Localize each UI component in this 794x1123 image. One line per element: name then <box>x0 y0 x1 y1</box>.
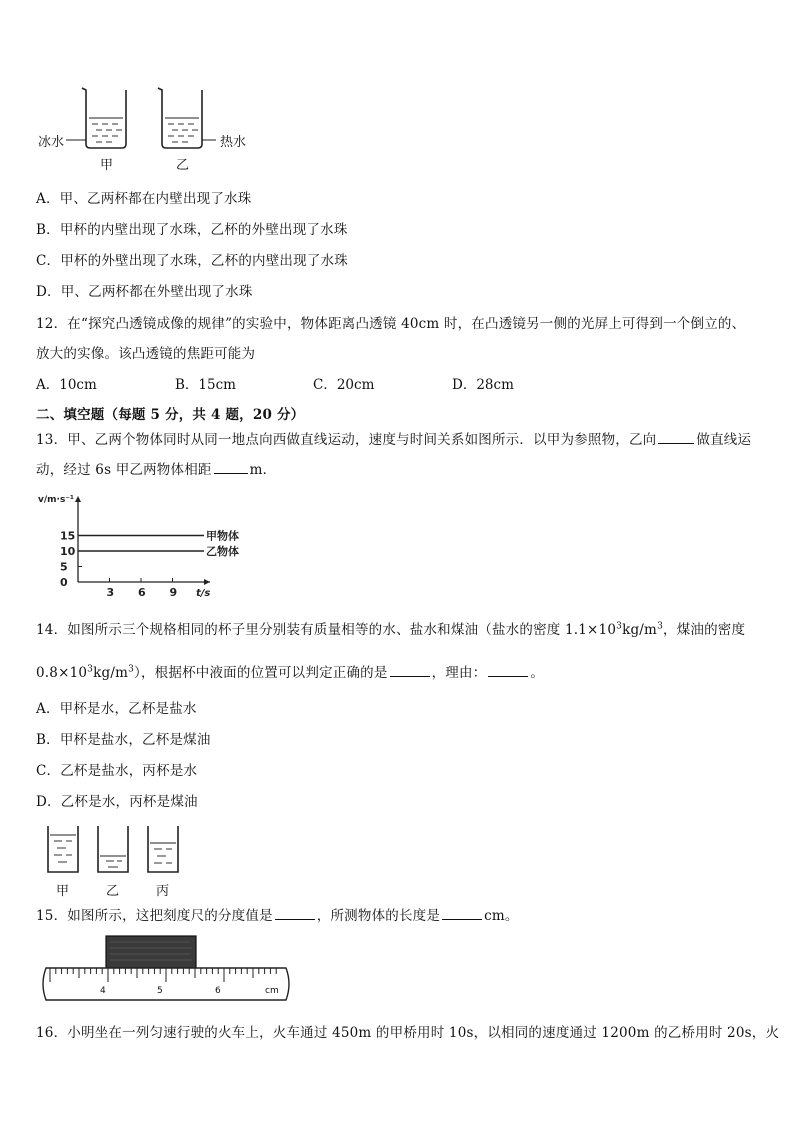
beaker-figure <box>36 82 256 172</box>
cup-jia-label: 甲 <box>100 158 114 173</box>
x-axis-label: t/s <box>196 588 211 599</box>
q14-text-e: kg/m <box>93 665 129 681</box>
ruler-figure <box>40 932 300 1004</box>
q14-option-c: C．乙杯是盐水，丙杯是水 <box>36 763 198 779</box>
x-tick-label: 9 <box>169 586 178 599</box>
series-label: 甲物体 <box>206 529 239 543</box>
q11-option-d: D．甲、乙两杯都在外壁出现了水珠 <box>36 284 253 300</box>
cups-drawing <box>44 822 184 880</box>
q15-text-c: cm。 <box>484 908 519 924</box>
ruler-label-5: 5 <box>157 986 163 996</box>
q14-text-h: 。 <box>530 665 545 681</box>
q15-text-b: ，所测物体的长度是 <box>316 908 441 924</box>
q13-text-c: 动，经过 6s 甲乙两物体相距 <box>36 462 212 478</box>
q14-option-a: A．甲杯是水，乙杯是盐水 <box>36 701 197 717</box>
cup-yi-label: 乙 <box>176 158 190 173</box>
beaker-drawing <box>36 82 256 172</box>
velocity-chart <box>36 490 239 600</box>
q14-option-d: D．乙杯是水，丙杯是煤油 <box>36 794 198 810</box>
q14-sup-b: 3 <box>657 621 663 632</box>
q11-option-c: C．甲杯的外壁出现了水珠，乙杯的内壁出现了水珠 <box>36 253 348 269</box>
hot-water-label: 热水 <box>220 135 247 150</box>
q14-blank-2[interactable] <box>488 664 528 677</box>
q15-blank-1[interactable] <box>275 907 315 920</box>
ruler-label-6: 6 <box>215 986 221 996</box>
q14-blank-1[interactable] <box>390 664 430 677</box>
series-label: 乙物体 <box>206 545 239 558</box>
y-tick-label: 10 <box>60 545 76 558</box>
cup-label-bing: 丙 <box>156 884 170 899</box>
q13-text-d: m． <box>249 462 277 478</box>
y-tick-label: 15 <box>60 529 76 543</box>
q11-option-a: A．甲、乙两杯都在内壁出现了水珠 <box>36 191 252 207</box>
section-title: 二、填空题（每题 5 分，共 4 题，20 分） <box>36 407 305 423</box>
q16-line1: 16．小明坐在一列匀速行驶的火车上，火车通过 450m 的甲桥用时 10s，以相同的速度通过 1200m 的乙桥用时 20s，火 <box>36 1025 780 1041</box>
q14-line1 <box>36 618 745 638</box>
q14-text-g: ，理由： <box>431 665 487 681</box>
x-axis-arrow <box>204 579 210 585</box>
x-tick-label: 3 <box>106 586 115 599</box>
q14-text-a: 14．如图所示三个规格相同的杯子里分别装有质量相等的水、盐水和煤油（盐水的密度 1.1×10 <box>36 622 617 638</box>
q14-option-b: B．甲杯是盐水，乙杯是煤油 <box>36 732 211 748</box>
cups-figure <box>44 822 184 898</box>
q14-text-d: 0.8×10 <box>36 665 88 681</box>
ruler-label-4: 4 <box>100 986 106 996</box>
ruler-drawing <box>40 932 300 1004</box>
q14-sup-c: 3 <box>87 664 94 675</box>
q14-text-b: kg/m <box>622 622 658 638</box>
x-tick-label: 6 <box>138 586 146 599</box>
q15-line <box>36 904 519 924</box>
q14-line2 <box>36 661 544 681</box>
q13-text-a: 13．甲、乙两个物体同时从同一地点向西做直线运动，速度与时间关系如图所示．以甲为参照物，乙向 <box>36 432 657 448</box>
q13-blank-1[interactable] <box>658 431 694 444</box>
q12-option-d: D．28cm <box>452 377 514 393</box>
q13-blank-2[interactable] <box>214 461 248 474</box>
q15-text-a: 15．如图所示，这把刻度尺的分度值是 <box>36 908 273 924</box>
y-tick-label: 5 <box>60 560 68 574</box>
q13-line2 <box>36 458 276 478</box>
q14-sup-d: 3 <box>128 664 135 675</box>
cup-label-yi: 乙 <box>106 884 120 899</box>
q14-text-c: ，煤油的密度 <box>663 622 746 638</box>
q13-line1 <box>36 428 751 448</box>
q14-text-f: ），根据杯中液面的位置可以判定正确的是 <box>134 665 388 681</box>
velocity-chart-svg <box>36 490 239 600</box>
ruler-label-cm: cm <box>265 986 279 996</box>
q15-blank-2[interactable] <box>442 907 482 920</box>
y-axis-arrow <box>75 496 81 502</box>
q12-option-c: C．20cm <box>313 377 375 393</box>
q12-option-a: A．10cm <box>36 377 97 393</box>
q13-text-b: 做直线运 <box>696 432 752 448</box>
q12-line1: 12．在“探究凸透镜成像的规律”的实验中，物体距离凸透镜 40cm 时，在凸透镜另一侧的光屏上可得到一个倒立的、 <box>36 316 746 332</box>
q12-option-b: B．15cm <box>175 377 236 393</box>
cup-label-jia: 甲 <box>56 884 70 899</box>
y-tick-label: 0 <box>60 576 68 589</box>
ice-water-label: 冰水 <box>38 135 65 150</box>
q11-option-b: B．甲杯的内壁出现了水珠，乙杯的外壁出现了水珠 <box>36 222 348 238</box>
y-axis-label: v/m·s⁻¹ <box>38 495 74 505</box>
q12-line2: 放大的实像。该凸透镜的焦距可能为 <box>36 346 256 362</box>
q14-sup-a: 3 <box>616 621 623 632</box>
